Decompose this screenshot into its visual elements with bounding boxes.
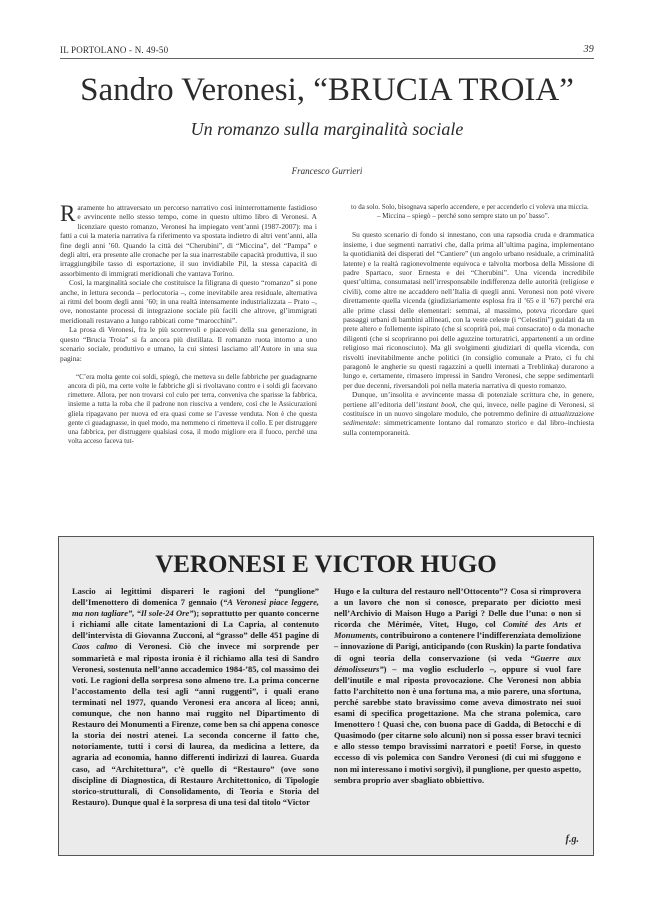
paragraph: Così, la marginalità sociale che costituisce la filigrana di questo “romanzo” si pone anche, in lettura seconda – perlocutoria –, come inevitabile area residuale, alternativa ai ritmi del boom degli anni ’60; in una realtà intensamente industrializzata – Prato –, ove, nonostante processi di integrazione sociale più facili che altrove, gl’immigrati meridionali restavano a lungo rabbicati come “marocchini”. bbox=[60, 278, 317, 325]
block-quote-continued: to da solo. Solo, bisognava saperlo accendere, e per accenderlo ci voleva una miccia. bbox=[351, 203, 589, 211]
sidebar-box bbox=[58, 536, 594, 856]
journal-name: IL PORTOLANO - N. 49-50 bbox=[60, 45, 169, 55]
article-author: Francesco Gurrieri bbox=[291, 166, 363, 176]
sidebar-text: di Veronesi. Ciò che invece mi sorprende per sommarietà e mal riposta ironia è il richiamo alla tesi di Sandro Veronesi, sostenuta nell’anno accademico 1984-’85, col massimo dei voti. Le ragioni della sorpresa sono almeno tre. La prima concerne l’accostamento della tesi agli “anni ruggenti”, i quali erano terminati nel 1977, quando Veronesi era ancora al liceo; anni, comunque, che non hanno mai ruggito nel Dipartimento di Restauro dei Monumenti a Firenze, come ben sa chi appena conosce la storia dei nostri atenei. La seconda concerne il fatto che, notoriamente, tutti i corsi di laurea, da medicina a lettere, da agraria ad economia, hanno differenti indirizzi di laurea. Guarda caso, ad “Architettura”, c’è quello di “Restauro” (ove sono discipline di Diagnostica, di Restauro Architettonico, di Tipologie storico-strutturali, di Consolidamento, di Teoria e Storia del Restauro). Dunque qual è la sorpresa di una tesi dal titolo “Victor bbox=[72, 641, 319, 807]
sidebar-italic: “Guerre aux démolisseurs” bbox=[334, 652, 581, 674]
article-subtitle: Un romanzo sulla marginalità sociale bbox=[190, 119, 464, 139]
header-divider bbox=[60, 58, 594, 59]
paragraph bbox=[60, 203, 317, 278]
italic-term: instant book bbox=[418, 399, 456, 409]
sidebar-italic: Comité des Arts et Monuments bbox=[334, 619, 581, 641]
paragraph bbox=[343, 390, 594, 437]
sidebar-text: ); soprattutto per quanto concerne i richiami alle citate lamentazioni di La Capria, al contenuto dell’intervista di Giovanna Zucconi, al “grasso” delle 451 pagine di bbox=[72, 608, 319, 641]
paragraph-text: , che qui, invece, nelle pagine di Veronesi, si costituisce in un nuovo singolare modulo, che potremmo definire di bbox=[343, 399, 594, 419]
sidebar-italic: “A Veronesi piace leggere, ma non tagliare”, “Il sole-24 Ore” bbox=[72, 597, 319, 619]
sidebar-text: ) – ma voglio escluderlo –, oppure si vuol fare dell’inutile e mal riposta provocazione. Che Veronesi non abbia fatto l’architetto non è una fortuna ma, a mio parere, una sfortuna, perché sarebbe stato bravissimo come aveva dimostrato nei suoi esami di specifica progettazione. Ma che strana polemica, caro Imenottero ! Quasi che, con buona pace di Gadda, di Betocchi e di Quasimodo (per citarne solo alcuni) non si possa esser bravi tecnici e allo stesso tempo bravissimi narratori e poeti! Forse, in questo eccesso di vis polemica con Sandro Veronesi (di cui mi sfuggono e non mi interessano i motivi sorgivi), il punglione, per questo aspetto, sembra proprio aver sbagliato obbiettivo. bbox=[334, 663, 581, 785]
sidebar-text: , contribuirono a contenere l’indifferenziata demolizione – innovazione di Parigi, anticipando (con Ruskin) la parte fondativa di ogni teoria della conservazione (si veda bbox=[334, 630, 581, 663]
sidebar-text: Lascio ai legittimi dispareri le ragioni del “punglione” dell’Imenottero di domenica 7 gennaio ( bbox=[72, 586, 319, 608]
sidebar-signature: f.g. bbox=[565, 834, 579, 845]
sidebar-text: Hugo e la cultura del restauro nell’Ottocento”? Cosa si rimprovera a un lavoro che non si conosce, preparato per diciotto mesi nell’Archivio di Maison Hugo a Parigi ? Delle due l’una: o non si ricorda che Mérimée, Vitet, Hugo, col bbox=[334, 586, 581, 630]
page-number: 39 bbox=[583, 44, 594, 55]
block-quote-end: – Miccina – spiegò – perché sono sempre stato un po’ basso”. bbox=[377, 212, 550, 221]
block-quote: “C’era molta gente coi soldi, spiegò, che metteva su delle fabbriche per guadagnarne ancora di più, ma certe volte le fabbriche gli si rivoltavano contro e i soldi gli facevano rimettere. Allora, per non trovarsi col culo per terra, conveniva che sparisse la fabbrica, insieme a tutta la roba che il padrone non riusciva a vendere, così che le Assicurazioni gliela ripagavano per nuova ed era quasi come se l’avesse venduta. Non è che questa gente ci guadagnasse, in quel modo, ma nemmeno ci rimetteva il collo. E per distruggere una fabbrica, per distruggere qualsiasi cosa, il modo migliore era il fuoco, perché una volta acceso faceva tut- bbox=[68, 372, 318, 445]
sidebar-title: VERONESI E VICTOR HUGO bbox=[155, 551, 497, 578]
sidebar-column-right bbox=[334, 586, 581, 786]
sidebar-italic: Caos calmo bbox=[72, 641, 118, 652]
article-column-left bbox=[60, 203, 317, 446]
paragraph-text: : simmetricamente lontano dal romanzo storico e dal libro–inchiesta sulla contemporaneità. bbox=[343, 418, 594, 437]
paragraph: Su questo scenario di fondo si innestano, con una rapsodia cruda e drammatica insieme, i due segmenti narrativi che, dalla prima all’ultima pagina, implementano la quotidianità dei disperati del “Cantiere” (un angolo urbano residuale, a criminalità latente) e la realtà ragionevolmente equivoca e talvolta morbosa della Missione di padre Spartaco, suor Ernesta e dei “Cherubini”. Una vicenda incredibile quest’ultima, consumatasi nell’irresponsabile indifferenza delle autorità (religiose e civili), come altre ne accaddero nell’Italia di quegli anni. Veronesi non poté vivere direttamente quella vicenda (giudiziariamente esplosa fra il ’65 e il ’67) perché era alle prime classi delle elementari: semmai, al massimo, poteva ricordare quei passaggi urbani di bambini allineati, con la veste celeste (i “Celestini”) guidati da un prete altero e follemente ispirato (che si scoprirà poi, mai consacrato) o da monache diligenti (che si scopriranno poi delle aguzzine torturatrici, appartenenti a un ordine religioso mai riconosciuto). Ma gli svolgimenti giudiziari di quella vicenda, con risvolti inevitabilmente anche politici (in consiglio comunale a Prato, ci fu chi paragonò le angherie su questi ragazzini a quelli internati a Treblinka) durarono a lungo e, certamente, rimasero impressi in Sandro Veronesi, che seppe sedimentarli per due decenni, riversandoli poi nella materia narrativa di questo romanzo. bbox=[343, 230, 594, 390]
sidebar-column-left bbox=[72, 586, 319, 808]
drop-cap: R bbox=[60, 201, 76, 226]
paragraph-text: Dunque, un’insolita e avvincente massa di potenziale scrittura che, in genere, pertiene all’editoria dell’ bbox=[343, 390, 594, 409]
paragraph: La prosa di Veronesi, fra le più scorrevoli e piacevoli della sua generazione, in questo “Brucia Troia” si fa ancora più distillata. Il romanzo ruota intorno a uno scenario sociale, produttivo e umano, la cui sintesi lasciamo all’Autore in una sua pagina: bbox=[60, 325, 317, 363]
article-column-right bbox=[343, 203, 594, 437]
article-title: Sandro Veronesi, “BRUCIA TROIA” bbox=[80, 72, 574, 108]
paragraph-text: aramente ho attraversato un percorso narrativo così ininterrottamente fastidioso e avvincente nello stesso tempo, come in questo ultimo libro di Veronesi. A licenziare questo romanzo, Veronesi ha impiegato vent’anni (1987-2007): ma i fatti a cui la materia narrativa fa riferimento va spostata indietro di altri vent’anni, alla fine degli anni ’60. Quando la città dei “Cherubini”, di “Miccina”, del “Pampa” e degli altri, era presente alle cronache per la sua inarrestabile capacità produttiva, il suo irraggiungibile tasso di esportazione, il suo invidiabile Pil, la stessa capacità di assorbimento di immigrati meridionali che vantava Torino. bbox=[60, 203, 317, 278]
italic-term: attualizzazione sedimentale bbox=[343, 409, 594, 428]
